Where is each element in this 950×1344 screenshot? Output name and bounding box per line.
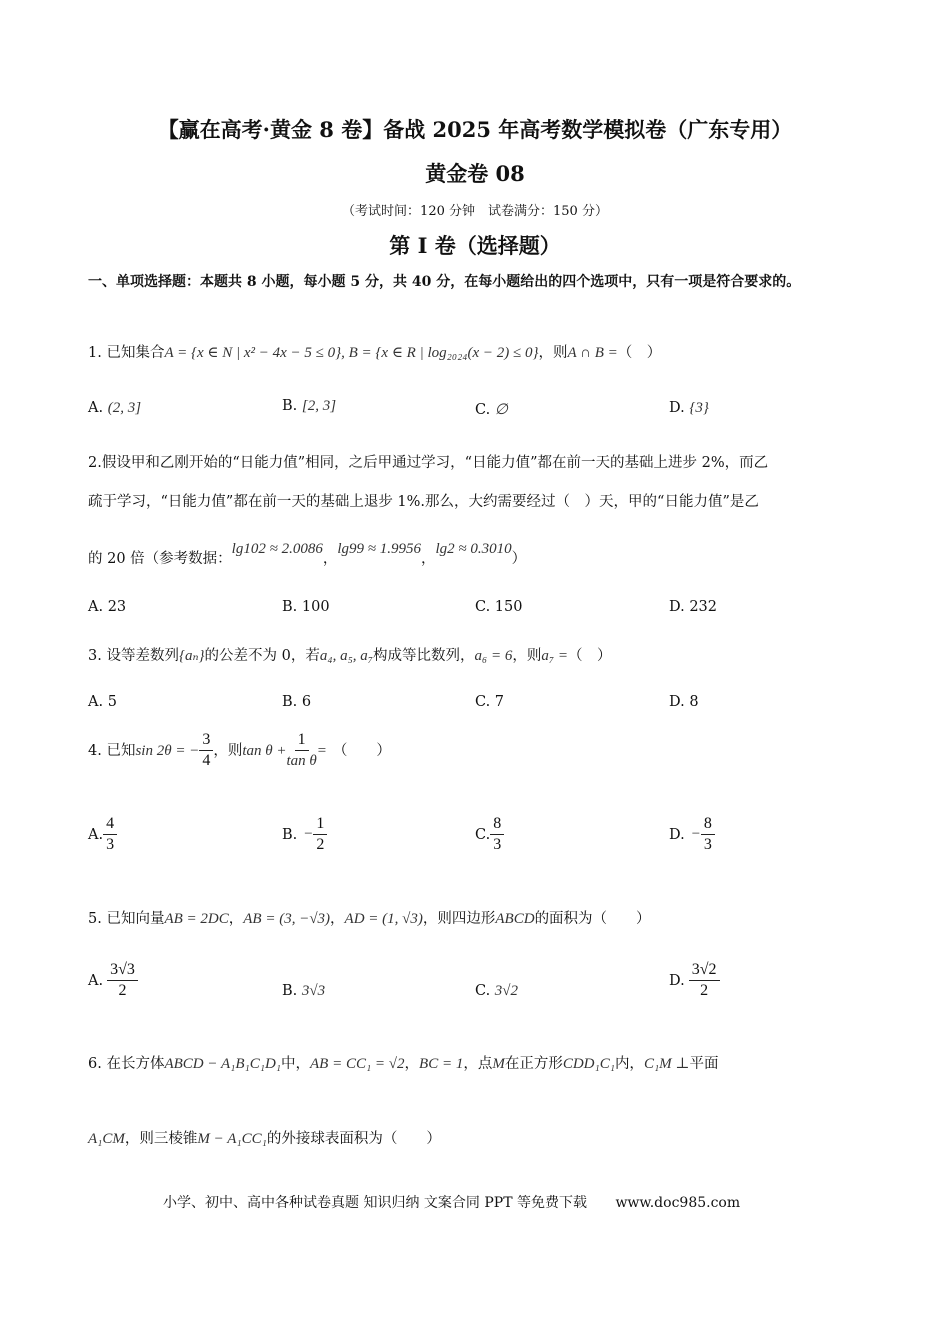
option-label: A.: [88, 694, 104, 710]
q6-mid2: ，点: [463, 1056, 493, 1072]
q2-option-a: [88, 599, 126, 615]
exam-meta: （考试时间：120 分钟 试卷满分：150 分）: [342, 204, 608, 219]
q4-option-b: [282, 814, 327, 855]
option-fraction: [313, 814, 327, 855]
option-text: 6: [301, 694, 312, 710]
q6-mid5: 平面: [689, 1056, 719, 1072]
option-text: 7: [494, 694, 505, 710]
question-1: [88, 342, 661, 364]
q2-option-c: [475, 599, 522, 615]
question-3: [88, 645, 611, 667]
option-fraction: [701, 814, 715, 855]
q2-ref-prefix: 的 20 倍（参考数据：: [88, 551, 232, 567]
question-4: [88, 730, 391, 771]
q2-option-b: [282, 599, 330, 615]
q2-ref2: lg99 ≈ 1.9956: [337, 541, 421, 557]
q5-mid: ，则四边形: [422, 911, 496, 927]
question-6-line2: [88, 1128, 441, 1150]
q3-cond: a₆ = 6: [474, 648, 513, 664]
fraction-denominator: 2: [700, 982, 709, 999]
q3-option-a: [88, 694, 117, 710]
fraction-numerator: 8: [701, 814, 715, 835]
q5-option-d: [669, 960, 720, 1001]
option-text: (2, 3]: [107, 400, 142, 416]
q2-line3: [88, 541, 527, 570]
option-text: 150: [494, 599, 523, 615]
q2-ref1: lg102 ≈ 2.0086: [231, 541, 323, 557]
q5-prefix: 5. 已知向量: [88, 911, 165, 927]
q3-prefix: 3. 设等差数列: [88, 648, 179, 664]
fraction-denominator: 3: [493, 836, 502, 853]
q4-option-d: [669, 814, 715, 855]
option-label: D.: [669, 599, 685, 615]
footer-link[interactable]: www.doc985.com: [615, 1195, 741, 1211]
q6-c2: BC = 1: [419, 1056, 464, 1072]
q5-suffix: 的面积为（ ）: [534, 911, 651, 927]
q4-fraction: [199, 730, 213, 771]
q6-c1: AB = CC₁ = √2: [310, 1056, 405, 1072]
option-label: A.: [88, 400, 104, 416]
q1-formula2: A ∩ B =: [567, 345, 618, 361]
fraction-denominator: 2: [316, 836, 325, 853]
fraction-numerator: 1: [313, 814, 327, 835]
option-label: C.: [475, 826, 491, 843]
option-fraction: [103, 814, 117, 855]
q2-line1: 2.假设甲和乙刚开始的“日能力值”相同，之后甲通过学习，“日能力值”都在前一天的基础上进步 2%，而乙: [88, 455, 769, 471]
fraction-numerator: 3√2: [689, 960, 720, 981]
option-label: D.: [669, 400, 685, 416]
q4-option-c: [475, 814, 504, 855]
section-heading: 第 I 卷（选择题）: [389, 233, 561, 258]
fraction-denominator: 3: [703, 836, 712, 853]
q6-mid4: 内，: [614, 1056, 644, 1072]
option-text: 5: [107, 694, 117, 710]
q6-box: ABCD − A₁B₁C₁D₁: [164, 1056, 281, 1072]
question-6-line1: 6. 在长方体ABCD − A₁B₁C₁D₁中，AB = CC₁ = √2，BC = 1，点M在正方形CDD₁C₁内，C₁M ⊥平面: [88, 1056, 719, 1072]
option-text: 23: [107, 599, 127, 615]
option-text: 3√2: [494, 983, 519, 999]
option-text: 100: [301, 599, 330, 615]
fraction-numerator: 3√3: [107, 960, 138, 981]
q1-prefix: 1. 已知集合: [88, 345, 165, 361]
q1-option-b: [282, 398, 336, 415]
q3-option-c: [475, 694, 504, 710]
q6-prefix: 6. 在长方体: [88, 1056, 165, 1072]
option-label: A.: [88, 972, 104, 989]
q6-perp: C₁M ⊥: [643, 1056, 690, 1072]
q1-option-c: [475, 400, 508, 419]
q4-eq: =: [316, 742, 327, 759]
fraction-numerator: 8: [490, 814, 504, 835]
q5-option-b: [282, 983, 325, 1000]
q1-suffix: ，则: [538, 345, 568, 361]
q6-mid3: 在正方形: [504, 1056, 563, 1072]
option-label: B.: [282, 694, 298, 710]
option-sign: −: [303, 826, 314, 842]
option-label: D.: [669, 972, 685, 989]
option-text: [2, 3]: [301, 398, 337, 414]
fraction-denominator: tan θ: [286, 753, 317, 769]
option-sign: −: [690, 826, 701, 842]
option-text: 232: [689, 599, 718, 615]
q3-mid3: ，则: [512, 648, 542, 664]
q1-blank: （ ）: [617, 345, 662, 361]
q4-lhs: sin 2θ = −: [135, 742, 200, 759]
q6-mid6: ，则三棱锥: [124, 1131, 198, 1147]
q3-mid2: 构成等比数列，: [373, 648, 475, 664]
q3-mid1: 的公差不为 0，若: [204, 648, 320, 664]
q1-option-a: [88, 400, 141, 417]
q6-sq: CDD₁C₁: [562, 1056, 615, 1072]
q1-formula: A = {x ∈ N | x² − 4x − 5 ≤ 0}, B = {x ∈ R | log₂₀₂₄(x − 2) ≤ 0}: [164, 345, 539, 361]
fraction-denominator: 2: [118, 982, 127, 999]
q2-option-d: [669, 599, 717, 615]
q6-plane: A₁CM: [88, 1131, 125, 1147]
q5-f3: AD = (1, √3): [344, 911, 423, 927]
option-label: B.: [282, 599, 298, 615]
q5-sep1: ，: [228, 911, 244, 927]
q2-ref3: lg2 ≈ 0.3010: [435, 541, 512, 557]
footer-text: 小学、初中、高中各种试卷真题 知识归纳 文案合同 PPT 等免费下载: [163, 1195, 587, 1211]
q5-option-a: [88, 960, 138, 1001]
q1-option-d: [669, 400, 709, 417]
q6-pyr: M − A₁CC₁: [197, 1131, 267, 1147]
option-label: C.: [475, 694, 491, 710]
q6-suffix: 的外接球表面积为（ ）: [266, 1131, 441, 1147]
option-text: 3√3: [301, 983, 326, 999]
option-fraction: [689, 960, 720, 1001]
option-label: D.: [669, 694, 685, 710]
option-text: 8: [689, 694, 699, 710]
fraction-denominator: 4: [202, 752, 211, 769]
q5-shape: ABCD: [495, 911, 535, 927]
option-label: A.: [88, 826, 104, 843]
q3-option-b: [282, 694, 311, 710]
q5-f2: AB = (3, −√3): [243, 911, 331, 927]
q2-line2: 疏于学习，“日能力值”都在前一天的基础上退步 1%.那么，大约需要经过（ ）天，甲的“日能力值”是乙: [88, 494, 759, 510]
q3-seq: {aₙ}: [178, 648, 205, 664]
q6-pt: M: [492, 1056, 505, 1072]
q5-option-c: [475, 983, 518, 1000]
option-label: C.: [475, 983, 491, 999]
exam-subtitle: 黄金卷 08: [425, 161, 525, 186]
option-fraction: [107, 960, 138, 1001]
page-footer: [163, 1192, 740, 1212]
option-label: A.: [88, 599, 104, 615]
q2-sep2: ，: [420, 551, 436, 567]
q4-fraction2: [287, 730, 317, 771]
q2-close: ）: [511, 551, 527, 567]
fraction-numerator: 3: [199, 730, 213, 751]
fraction-denominator: 3: [106, 836, 115, 853]
option-label: B.: [282, 826, 298, 843]
question-5: [88, 908, 651, 930]
exam-title: 【赢在高考·黄金 8 卷】备战 2025 年高考数学模拟卷（广东专用）: [157, 117, 793, 142]
q3-target: a₇ =: [541, 648, 568, 664]
option-label: C.: [475, 599, 491, 615]
fraction-numerator: 1: [295, 730, 309, 751]
option-fraction: [490, 814, 504, 855]
q3-terms: a₄, a₅, a₇: [319, 648, 374, 664]
q4-blank: （ ）: [332, 742, 391, 759]
q5-f1: AB = 2DC: [164, 911, 229, 927]
option-label: D.: [669, 826, 685, 843]
fraction-numerator: 4: [103, 814, 117, 835]
q4-expr: tan θ +: [242, 742, 287, 759]
q5-sep2: ，: [330, 911, 345, 927]
q4-prefix: 4. 已知: [88, 742, 136, 759]
option-label: B.: [282, 983, 298, 999]
option-text: {3}: [689, 400, 709, 416]
option-text: ∅: [494, 402, 508, 418]
q6-mid1: 中，: [281, 1056, 310, 1072]
option-label: B.: [282, 398, 298, 414]
q2-sep1: ，: [322, 551, 338, 567]
option-label: C.: [475, 402, 491, 418]
section-instructions: 一、单项选择题：本题共 8 小题，每小题 5 分，共 40 分，在每小题给出的四个选项中，只有一项是符合要求的。: [88, 274, 801, 290]
q4-mid: ，则: [213, 742, 243, 759]
q3-option-d: [669, 694, 699, 710]
q4-option-a: [88, 814, 117, 855]
q3-blank: （ ）: [567, 648, 612, 664]
